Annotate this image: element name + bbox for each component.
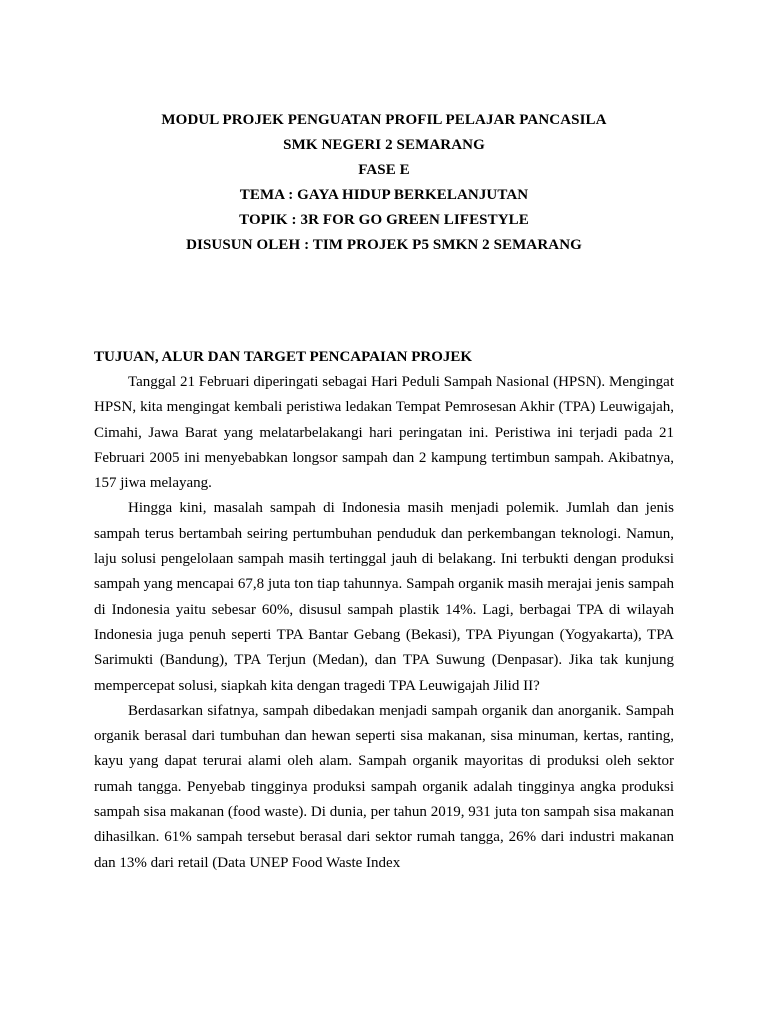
paragraph-waste-problem: Hingga kini, masalah sampah di Indonesia masih menjadi polemik. Jumlah dan jenis sampah terus bertambah seiring pertumbuhan penduduk dan perkembangan teknologi. Namun, laju solusi pengelolaan sampah masih tertinggal jauh di belakang. Ini terbukti dengan produksi sampah yang mencapai 67,8 juta ton tiap tahunnya. Sampah organik masih merajai jenis sampah di Indonesia yaitu sebesar 60%, disusul sampah plastik 14%. Lagi, berbagai TPA di wilayah Indonesia juga penuh seperti TPA Bantar Gebang (Bekasi), TPA Piyungan (Yogyakarta), TPA Sarimukti (Bandung), TPA Terjun (Medan), dan TPA Suwung (Denpasar). Jika tak kunjung mempercepat solusi, siapkah kita dengan tragedi TPA Leuwigajah Jilid II? (94, 500, 674, 694)
author-label: DISUSUN OLEH : TIM PROJEK P5 SMKN 2 SEMARANG (186, 237, 582, 253)
topic-label: TOPIK : 3R FOR GO GREEN LIFESTYLE (239, 212, 529, 228)
document-body (94, 345, 674, 876)
theme-label: TEMA : GAYA HIDUP BERKELANJUTAN (239, 187, 529, 203)
section-heading: TUJUAN, ALUR DAN TARGET PENCAPAIAN PROJEK (94, 349, 473, 365)
paragraph-hpsn: Tanggal 21 Februari diperingati sebagai Hari Peduli Sampah Nasional (HPSN). Mengingat HPSN, kita mengingat kembali peristiwa ledakan Tempat Pemrosesan Akhir (TPA) Leuwigajah, Cimahi, Jawa Barat yang melatarbelakangi hari peringatan ini. Peristiwa ini terjadi pada 21 Februari 2005 ini menyebabkan longsor sampah dan 2 kampung tertimbun sampah. Akibatnya, 157 jiwa melayang. (94, 374, 674, 492)
phase-label: FASE E (358, 162, 410, 178)
paragraph-waste-types: Berdasarkan sifatnya, sampah dibedakan menjadi sampah organik dan anorganik. Sampah organik berasal dari tumbuhan dan hewan seperti sisa makanan, sisa minuman, kertas, ranting, kayu yang dapat terurai alami oleh alam. Sampah organik mayoritas di produksi oleh sektor rumah tangga. Penyebab tingginya produksi sampah organik adalah tingginya angka produksi sampah sisa makanan (food waste). Di dunia, per tahun 2019, 931 juta ton sampah sisa makanan dihasilkan. 61% sampah tersebut berasal dari sektor rumah tangga, 26% dari industri makanan dan 13% dari retail (Data UNEP Food Waste Index (94, 702, 674, 871)
module-title: MODUL PROJEK PENGUATAN PROFIL PELAJAR PANCASILA (161, 112, 607, 128)
document-header (0, 108, 768, 258)
school-name: SMK NEGERI 2 SEMARANG (283, 137, 485, 153)
